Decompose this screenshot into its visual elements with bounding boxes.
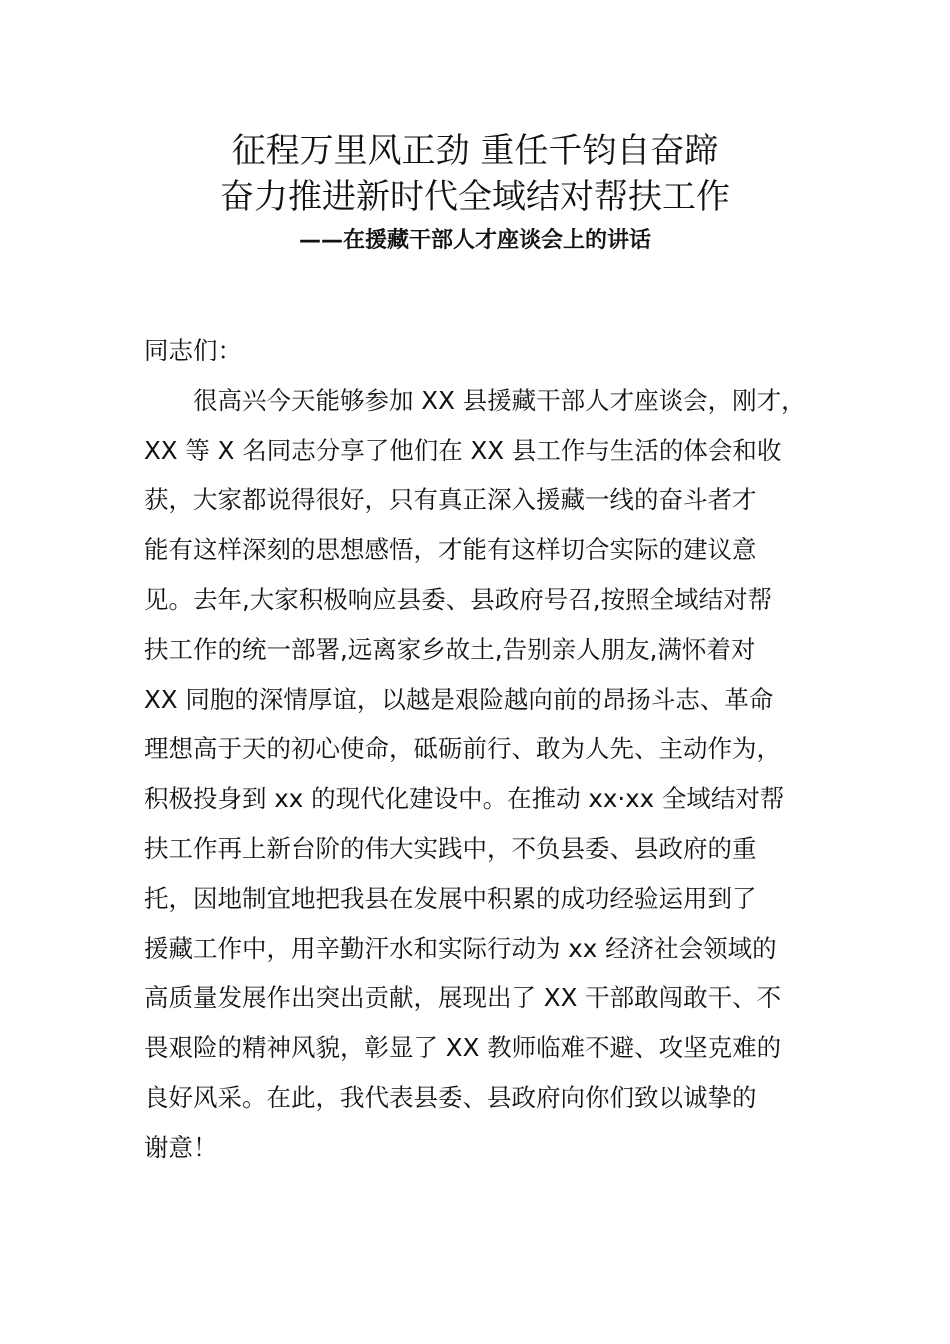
paragraph-line: 良好风采。在此，我代表县委、县政府向你们致以诚挚的 bbox=[144, 1082, 757, 1112]
subtitle: ——在援藏干部人才座谈会上的讲话 bbox=[298, 228, 651, 253]
paragraph-line: 很高兴今天能够参加 XX 县援藏干部人才座谈会，刚才， bbox=[193, 385, 806, 415]
paragraph-line: 谢意！ bbox=[144, 1132, 218, 1162]
paragraph-line: 援藏工作中，用辛勤汗水和实际行动为 xx 经济社会领域的 bbox=[144, 933, 777, 963]
paragraph-line: 托，因地制宜地把我县在发展中积累的成功经验运用到了 bbox=[144, 883, 757, 913]
paragraph-line: 积极投身到 xx 的现代化建设中。在推动 xx·xx 全域结对帮 bbox=[144, 784, 785, 814]
title-line-2: 奋力推进新时代全域结对帮扶工作 bbox=[220, 177, 730, 217]
paragraph-line: 畏艰险的精神风貌，彰显了 XX 教师临难不避、攻坚克难的 bbox=[144, 1033, 782, 1063]
paragraph-line: 理想高于天的初心使命，砥砺前行、敢为人先、主动作为， bbox=[144, 734, 781, 764]
paragraph-line: 见。去年,大家积极响应县委、县政府号召,按照全域结对帮 bbox=[144, 584, 773, 614]
paragraph-line: 高质量发展作出突出贡献，展现出了 XX 干部敢闯敢干、不 bbox=[144, 983, 782, 1013]
body-text bbox=[144, 326, 834, 1173]
title-line-1: 征程万里风正劲 重任千钧自奋蹄 bbox=[231, 131, 719, 171]
title-block bbox=[0, 128, 950, 258]
paragraph-line: 扶工作的统一部署,远离家乡故土,告别亲人朋友,满怀着对 bbox=[144, 634, 756, 664]
paragraph-line: XX 等 X 名同志分享了他们在 XX 县工作与生活的体会和收 bbox=[144, 435, 782, 465]
salutation: 同志们： bbox=[144, 336, 242, 365]
paragraph-line: XX 同胞的深情厚谊，以越是艰险越向前的昂扬斗志、革命 bbox=[144, 684, 774, 714]
paragraph-line: 获，大家都说得很好，只有真正深入援藏一线的奋斗者才 bbox=[144, 485, 757, 515]
paragraph-line: 扶工作再上新台阶的伟大实践中，不负县委、县政府的重 bbox=[144, 833, 757, 863]
paragraph-1 bbox=[144, 376, 834, 1173]
paragraph-line: 能有这样深刻的思想感悟，才能有这样切合实际的建议意 bbox=[144, 535, 757, 565]
